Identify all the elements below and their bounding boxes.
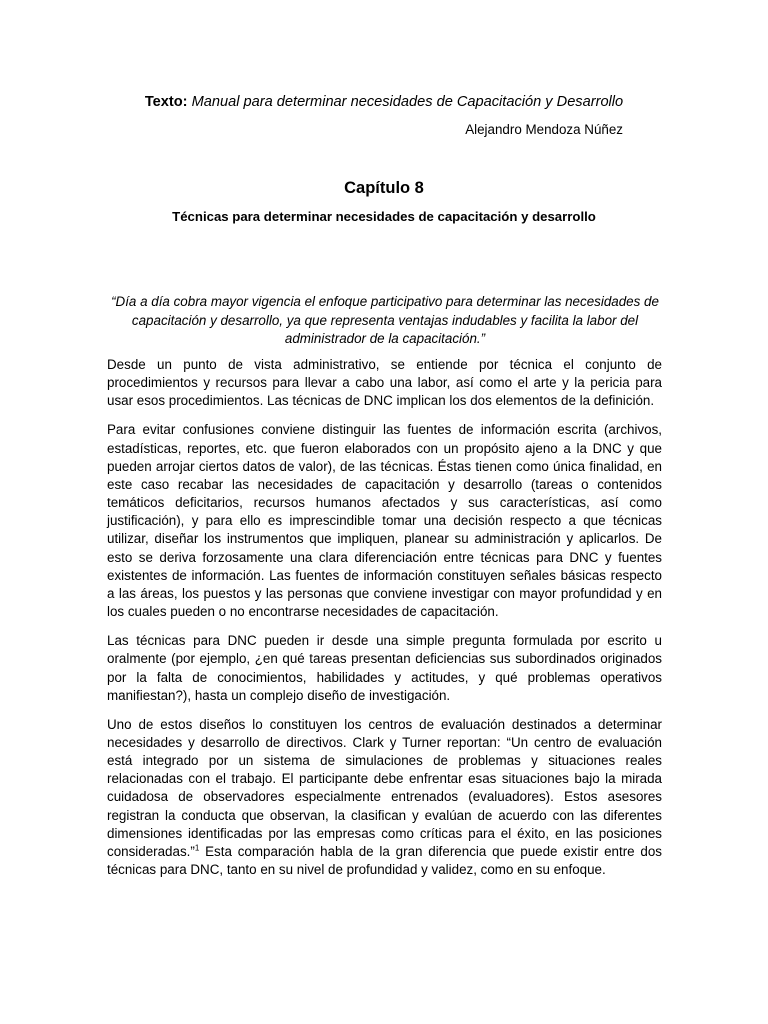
paragraph-2: Para evitar confusiones conviene distinguir las fuentes de información escrita (archivos, estadísticas, reportes, etc. que fueron elaborados con un propósito ajeno a la DNC y que pueden arrojar ciertos datos de valor), de las técnicas. Éstas tienen como única finalidad, en este caso recabar las necesidades de capacitación y desarrollo (tareas o contenidos temáticos deficitarios, recursos humanos afectados y sus características, así como justificación), y para ello es imprescindible tomar una decisión respecto a que técnicas utilizar, diseñar los instrumentos que impliquen, planear su administración y aplicarlos. De esto se deriva forzosamente una clara diferenciación entre técnicas para DNC y fuentes existentes de información. Las fuentes de información constituyen señales básicas respecto a las áreas, los puestos y las personas que conviene investigar con mayor profundidad y en los cuales pueden o no encontrarse necesidades de capacitación. bbox=[107, 422, 662, 620]
paragraph-4 bbox=[107, 716, 662, 879]
paragraph-4-text: Uno de estos diseños lo constituyen los centros de evaluación destinados a determinar necesidades y desarrollo de directivos. Clark y Turner reportan: “Un centro de evaluación está integrado por un sistema de simulaciones de problemas y situaciones reales relacionadas con el trabajo. El participante debe enfrentar esas situaciones bajo la mirada cuidadosa de observadores especialmente entrenados (evaluadores). Estos asesores registran la conducta que observan, la clasifican y evalúan de acuerdo con las diferentes dimensiones identificadas por las empresas como críticas para el éxito, en las posiciones consideradas.” bbox=[107, 716, 662, 859]
source-title: Manual para determinar necesidades de Capacitación y Desarrollo bbox=[191, 94, 624, 110]
epigraph-quote: “Día a día cobra mayor vigencia el enfoque participativo para determinar las necesidades de capacitación y desarrollo, ya que representa ventajas indudables y facilita la labor del administrador de la capacitación.” bbox=[111, 294, 659, 346]
author-name: Alejandro Mendoza Núñez bbox=[465, 122, 623, 137]
source-text-line bbox=[0, 92, 768, 112]
paragraph-3: Las técnicas para DNC pueden ir desde una simple pregunta formulada por escrito u oralmente (por ejemplo, ¿en qué tareas presentan deficiencias sus subordinados originados por la falta de conocimientos, habilidades y actitudes, y qué problemas operativos manifiestan?), hasta un complejo diseño de investigación. bbox=[107, 633, 662, 703]
source-label: Texto: bbox=[144, 94, 188, 110]
chapter-subtitle: Técnicas para determinar necesidades de capacitación y desarrollo bbox=[172, 209, 596, 224]
footnote-marker: 1 bbox=[194, 843, 200, 853]
paragraph-1: Desde un punto de vista administrativo, se entiende por técnica el conjunto de procedimientos y recursos para llevar a cabo una labor, así como el arte y la pericia para usar esos procedimientos. Las técnicas de DNC implican los dos elementos de la definición. bbox=[107, 357, 662, 409]
body-text bbox=[107, 356, 662, 890]
chapter-heading: Capítulo 8 bbox=[344, 179, 424, 197]
paragraph-4-continuation: Esta comparación habla de la gran diferencia que puede existir entre dos técnicas para DNC, tanto en su nivel de profundidad y validez, como en su enfoque. bbox=[107, 843, 662, 878]
